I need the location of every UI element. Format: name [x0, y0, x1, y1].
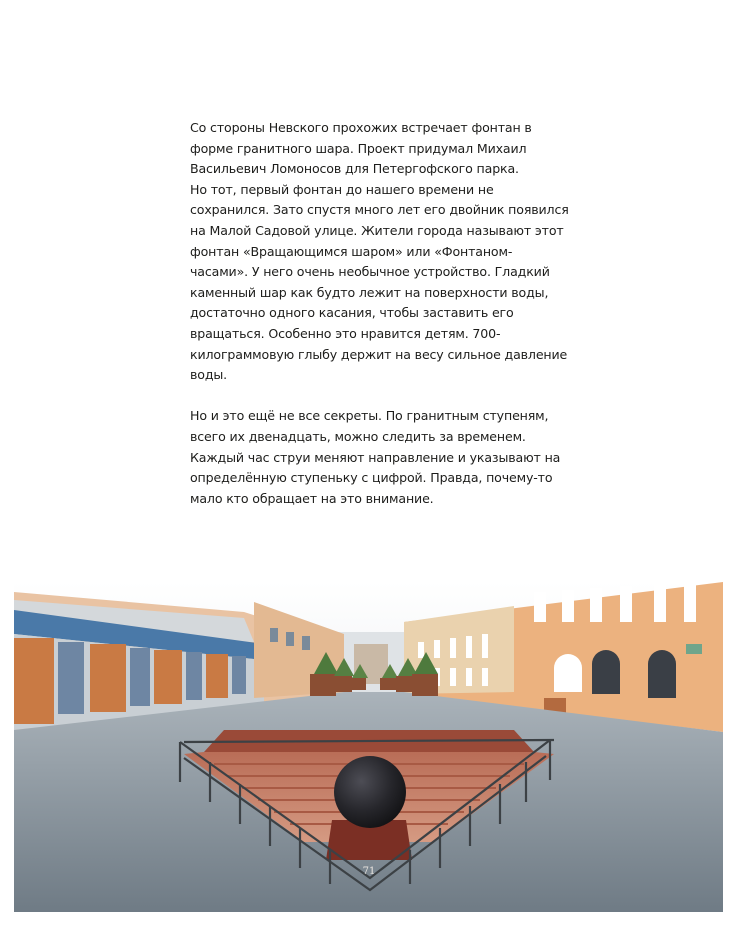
text-line: воды.: [190, 367, 228, 383]
text-line: достаточно одного касания, чтобы заставить его: [190, 305, 514, 321]
text-line: фонтан «Вращающимся шаром» или «Фонтаном-: [190, 243, 513, 259]
text-line: Каждый час струи меняют направление и указывают на: [190, 449, 561, 465]
text-line: Васильевич Ломоносов для Петергофского парка.: [190, 161, 519, 177]
page-number: 71: [362, 866, 376, 877]
article-text: [190, 118, 569, 509]
paragraph-2: [190, 406, 560, 509]
text-line: мало кто обращает на это внимание.: [190, 490, 434, 506]
paragraph-1: [190, 118, 569, 386]
text-line: сохранился. Зато спустя много лет его двойник появился: [190, 202, 569, 218]
text-line: вращаться. Особенно это нравится детям. 700-: [190, 325, 501, 341]
fountain-illustration: [14, 582, 723, 912]
text-line: Но тот, первый фонтан до нашего времени не: [190, 181, 494, 197]
text-line: определённую ступеньку с цифрой. Правда, почему-то: [190, 470, 553, 486]
text-line: килограммовую глыбу держит на весу сильное давление: [190, 346, 568, 362]
granite-ball: [334, 756, 406, 828]
text-line: часами». У него очень необычное устройство. Гладкий: [190, 264, 550, 280]
text-line: Со стороны Невского прохожих встречает фонтан в: [190, 120, 532, 135]
text-line: форме гранитного шара. Проект придумал Михаил: [190, 140, 527, 156]
text-line: Но и это ещё не все секреты. По гранитным ступеням,: [190, 408, 549, 424]
text-line: всего их двенадцать, можно следить за временем.: [190, 428, 526, 444]
text-line: каменный шар как будто лежит на поверхности воды,: [190, 284, 549, 300]
text-line: на Малой Садовой улице. Жители города называют этот: [190, 222, 564, 238]
